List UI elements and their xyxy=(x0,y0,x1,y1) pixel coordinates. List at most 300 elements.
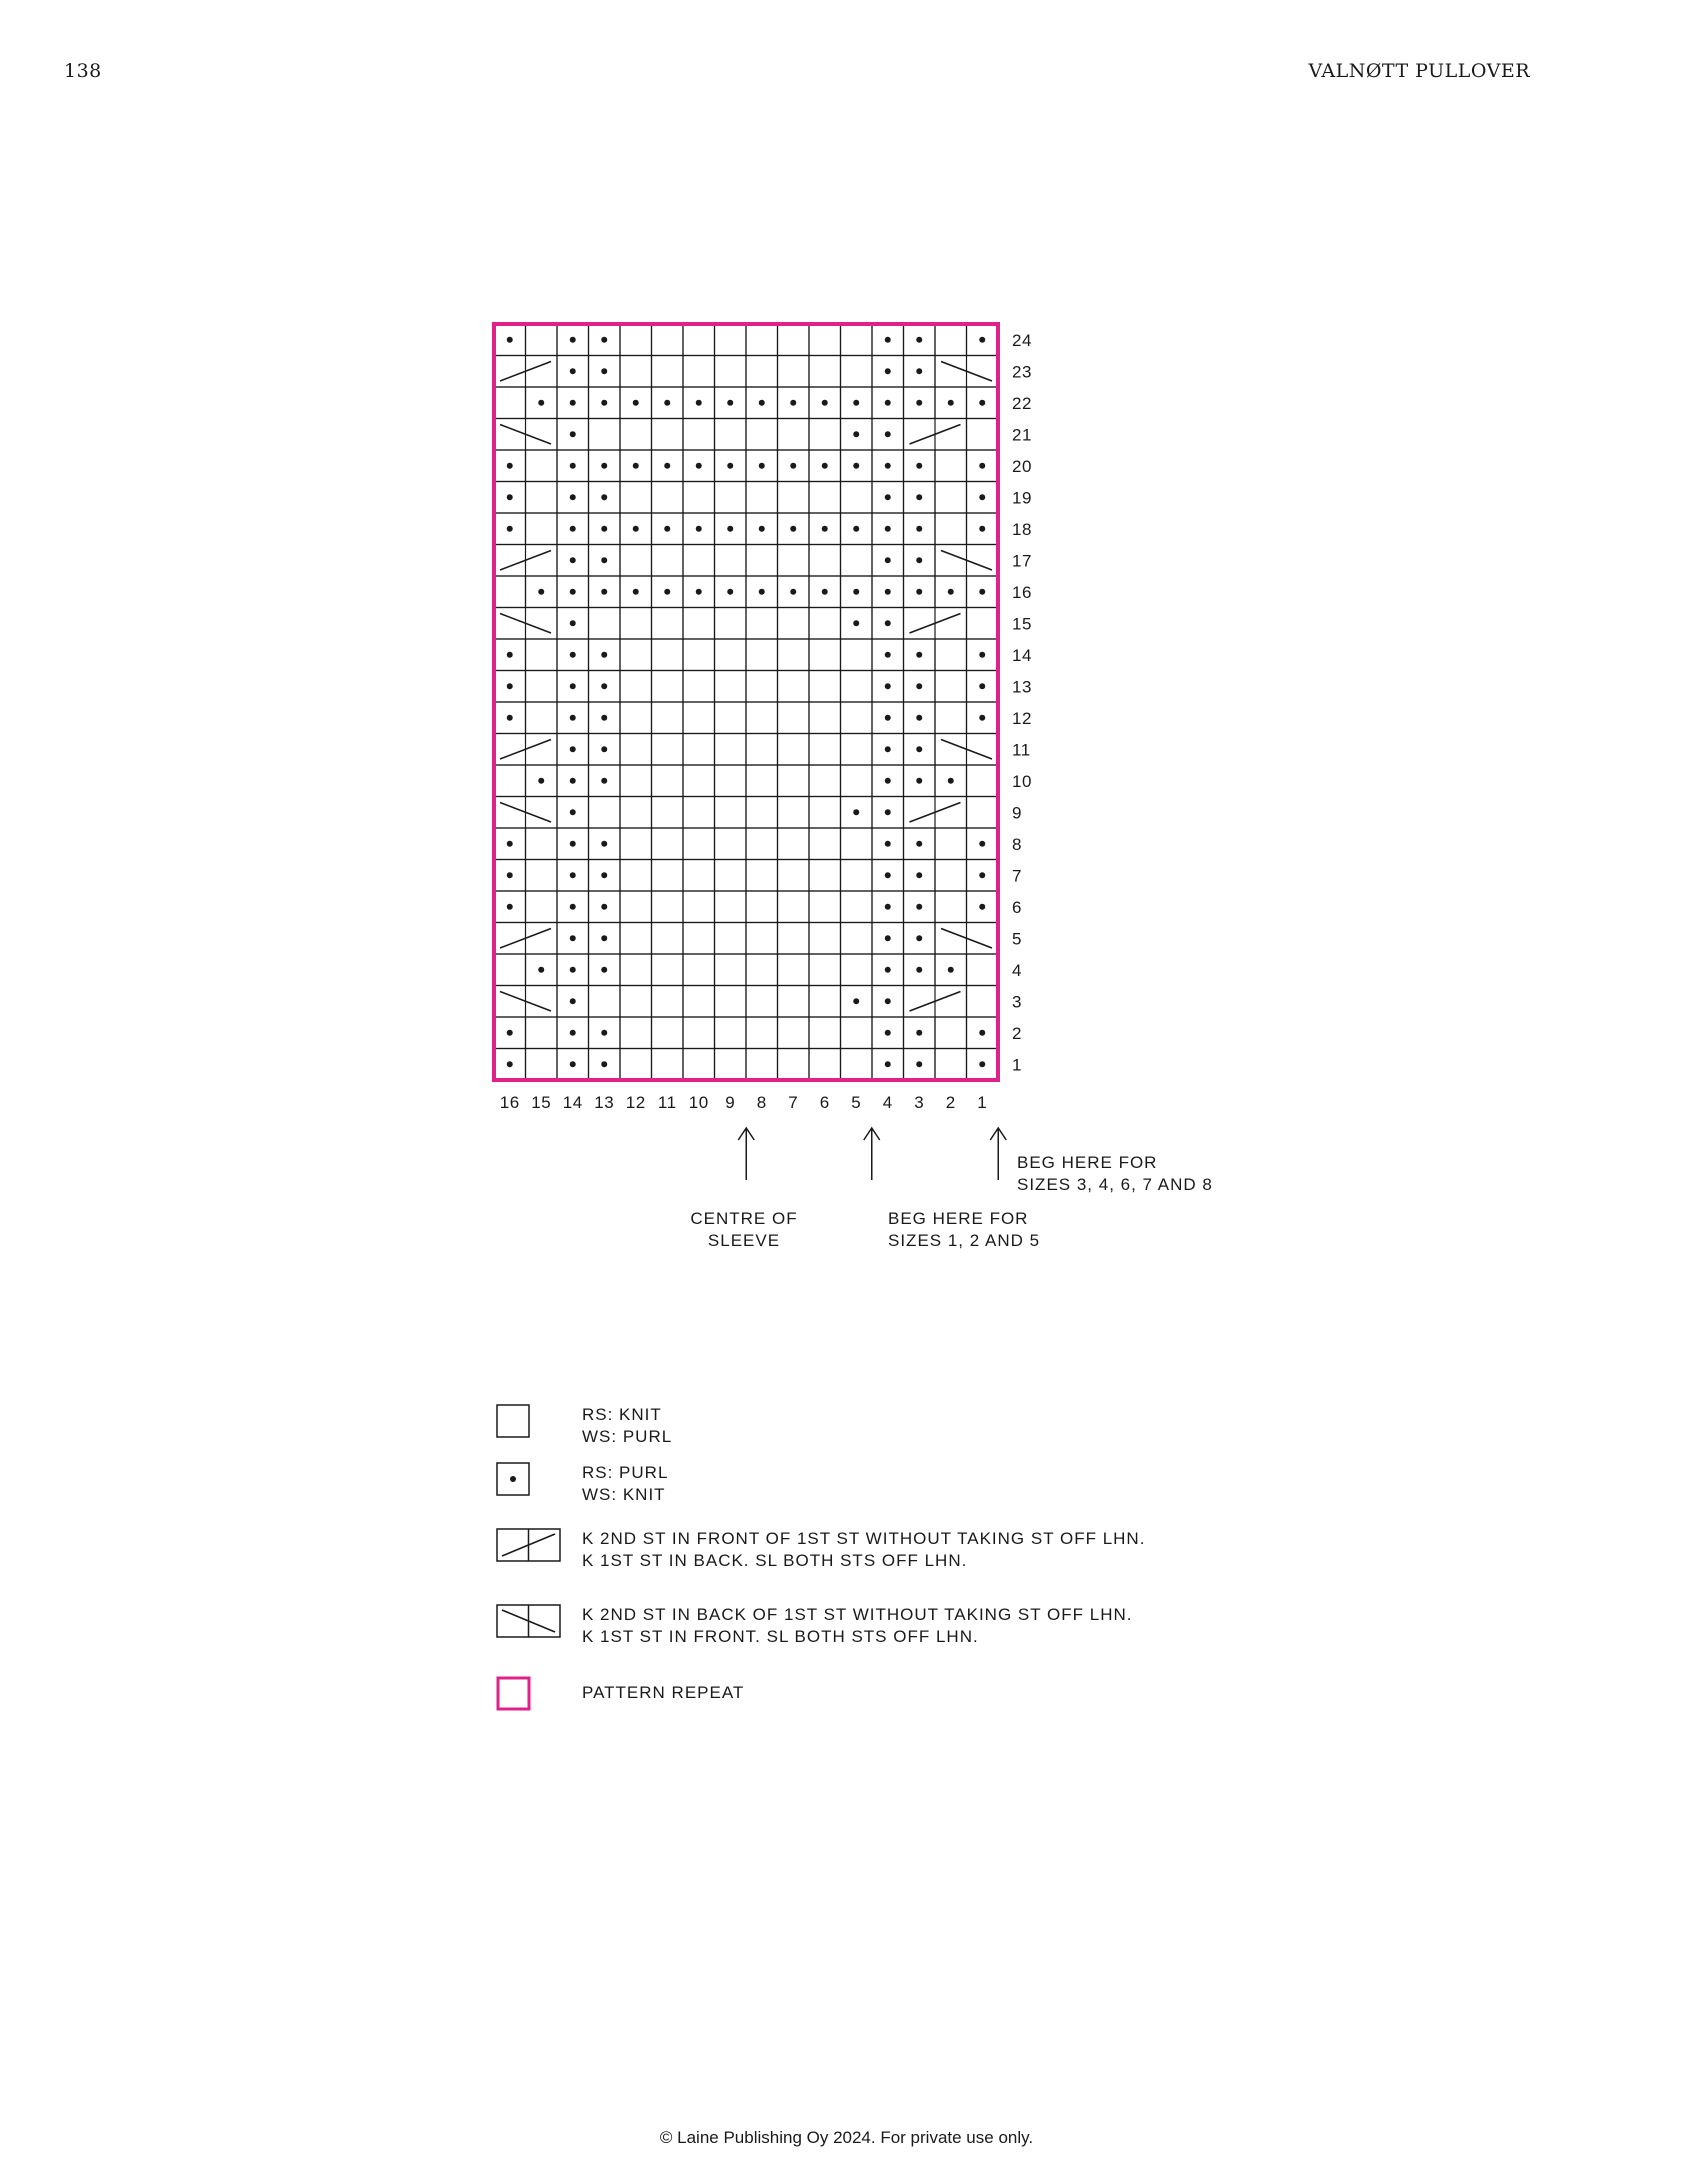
chart-cell-purl xyxy=(715,513,747,545)
chart-cell-purl xyxy=(557,860,589,892)
legend-knit-line-2: WS: PURL xyxy=(582,1427,673,1446)
purl-symbol-icon xyxy=(496,1462,532,1498)
chart-cell-knit xyxy=(841,482,873,514)
chart-cell-purl xyxy=(872,387,904,419)
chart-cell-purl xyxy=(557,734,589,766)
row-label: 11 xyxy=(1012,740,1031,760)
chart-cell-purl xyxy=(589,671,621,703)
chart-cell-purl xyxy=(589,450,621,482)
chart-cell-knit xyxy=(652,608,684,640)
chart-cell-knit xyxy=(620,923,652,955)
chart-cell-knit xyxy=(683,324,715,356)
chart-cell-purl xyxy=(841,513,873,545)
chart-cell-knit xyxy=(715,1049,747,1081)
chart-cell-purl xyxy=(589,387,621,419)
chart-cell-knit xyxy=(746,891,778,923)
row-labels xyxy=(1012,331,1032,1075)
row-label: 1 xyxy=(1012,1055,1022,1075)
chart-cell-knit xyxy=(652,734,684,766)
chart-cell-purl xyxy=(967,702,999,734)
chart-cell-knit xyxy=(935,639,967,671)
row-label: 2 xyxy=(1012,1023,1022,1043)
chart-cell-knit xyxy=(683,891,715,923)
chart-cell-cross xyxy=(935,356,998,388)
chart-cell-purl xyxy=(715,387,747,419)
legend-purl-line-1: RS: PURL xyxy=(582,1463,669,1482)
chart-cell-knit xyxy=(715,545,747,577)
chart-cell-knit xyxy=(683,1017,715,1049)
chart-cell-knit xyxy=(746,702,778,734)
chart-cell-purl xyxy=(557,954,589,986)
chart-cell-knit xyxy=(778,639,810,671)
chart-cell-knit xyxy=(526,324,558,356)
chart-cell-knit xyxy=(620,954,652,986)
chart-cell-purl xyxy=(557,1017,589,1049)
chart-cell-knit xyxy=(746,828,778,860)
chart-cell-purl xyxy=(809,513,841,545)
row-label: 12 xyxy=(1012,708,1032,728)
chart-cell-knit xyxy=(935,1049,967,1081)
chart-cell-purl xyxy=(872,797,904,829)
chart-cell-knit xyxy=(841,702,873,734)
chart-cell-knit xyxy=(652,797,684,829)
beg-large-line-1: BEG HERE FOR xyxy=(1017,1153,1158,1172)
chart-cell-purl xyxy=(683,387,715,419)
chart-cell-knit xyxy=(683,860,715,892)
chart-cell-purl xyxy=(557,356,589,388)
chart-cell-purl xyxy=(557,608,589,640)
chart-cell-purl xyxy=(872,450,904,482)
page-number: 138 xyxy=(64,60,102,82)
chart-cell-knit xyxy=(494,765,526,797)
chart-cell-purl xyxy=(746,387,778,419)
chart-cell-cross xyxy=(904,419,967,451)
chart-cell-purl xyxy=(967,828,999,860)
chart-cell-knit xyxy=(935,450,967,482)
chart-cell-purl xyxy=(904,860,936,892)
chart-cell-purl xyxy=(494,1017,526,1049)
beg-small-line-2: SIZES 1, 2 AND 5 xyxy=(888,1231,1041,1250)
chart-cell-knit xyxy=(778,828,810,860)
row-label: 6 xyxy=(1012,897,1022,917)
column-label: 11 xyxy=(657,1093,677,1112)
column-label: 10 xyxy=(688,1093,709,1112)
beg-sizes-3-4-6-7-8-note xyxy=(1017,1152,1213,1196)
chart-cell-purl xyxy=(841,576,873,608)
chart-cell-cross xyxy=(494,356,557,388)
beg-large-line-2: SIZES 3, 4, 6, 7 AND 8 xyxy=(1017,1175,1213,1194)
chart-cell-purl xyxy=(557,671,589,703)
chart-cell-knit xyxy=(935,482,967,514)
chart-cell-knit xyxy=(841,1049,873,1081)
chart-cell-knit xyxy=(746,734,778,766)
chart-cell-purl xyxy=(715,576,747,608)
chart-cell-knit xyxy=(652,1049,684,1081)
row-label: 9 xyxy=(1012,803,1022,823)
chart-cell-knit xyxy=(526,450,558,482)
chart-cell-knit xyxy=(715,891,747,923)
chart-cell-knit xyxy=(683,419,715,451)
column-label: 2 xyxy=(945,1093,956,1112)
chart-cell-purl xyxy=(904,734,936,766)
chart-cell-purl xyxy=(841,608,873,640)
column-label: 15 xyxy=(531,1093,552,1112)
chart-cell-knit xyxy=(715,482,747,514)
chart-cell-purl xyxy=(967,891,999,923)
chart-cell-purl xyxy=(841,797,873,829)
knitting-chart xyxy=(490,320,1250,1180)
chart-cell-knit xyxy=(746,324,778,356)
centre-of-sleeve-note xyxy=(644,1208,844,1252)
chart-cell-knit xyxy=(652,702,684,734)
chart-cell-knit xyxy=(809,356,841,388)
chart-cell-purl xyxy=(809,576,841,608)
chart-cell-knit xyxy=(778,482,810,514)
chart-cell-purl xyxy=(589,891,621,923)
chart-cell-knit xyxy=(652,828,684,860)
column-label: 1 xyxy=(977,1093,988,1112)
chart-cell-knit xyxy=(746,419,778,451)
chart-cell-knit xyxy=(778,765,810,797)
chart-cell-knit xyxy=(746,860,778,892)
chart-cell-purl xyxy=(526,387,558,419)
column-label: 5 xyxy=(851,1093,862,1112)
chart-cell-knit xyxy=(809,797,841,829)
chart-cell-purl xyxy=(872,545,904,577)
chart-cell-cross xyxy=(494,734,557,766)
chart-cell-purl xyxy=(526,576,558,608)
chart-cell-knit xyxy=(494,576,526,608)
chart-cell-knit xyxy=(652,954,684,986)
chart-cell-knit xyxy=(935,1017,967,1049)
row-label: 20 xyxy=(1012,456,1032,476)
chart-cell-purl xyxy=(589,1049,621,1081)
chart-cell-purl xyxy=(557,828,589,860)
chart-cell-cross xyxy=(904,608,967,640)
chart-cell-knit xyxy=(620,734,652,766)
chart-cell-purl xyxy=(904,954,936,986)
chart-cell-knit xyxy=(841,324,873,356)
chart-cell-knit xyxy=(841,1017,873,1049)
chart-cell-purl xyxy=(904,513,936,545)
chart-cell-knit xyxy=(746,545,778,577)
chart-cell-knit xyxy=(652,545,684,577)
footer-copyright: © Laine Publishing Oy 2024. For private use only. xyxy=(659,2128,1034,2147)
chart-cell-knit xyxy=(589,419,621,451)
chart-cell-cross xyxy=(935,923,998,955)
chart-cell-knit xyxy=(715,1017,747,1049)
chart-cell-knit xyxy=(526,1049,558,1081)
chart-cell-knit xyxy=(809,1049,841,1081)
chart-cell-purl xyxy=(872,324,904,356)
chart-cell-knit xyxy=(778,419,810,451)
legend-right-cross-line-2: K 1ST ST IN BACK. SL BOTH STS OFF LHN. xyxy=(582,1551,968,1570)
row-label: 7 xyxy=(1012,866,1022,886)
chart-cell-knit xyxy=(778,356,810,388)
column-label: 12 xyxy=(625,1093,646,1112)
chart-cell-knit xyxy=(778,860,810,892)
chart-cell-knit xyxy=(809,986,841,1018)
chart-cell-knit xyxy=(526,513,558,545)
chart-cell-knit xyxy=(652,419,684,451)
chart-cell-purl xyxy=(904,324,936,356)
chart-cell-knit xyxy=(715,671,747,703)
chart-cell-purl xyxy=(904,1017,936,1049)
chart-cell-knit xyxy=(620,702,652,734)
chart-cell-knit xyxy=(841,891,873,923)
chart-cell-purl xyxy=(557,450,589,482)
chart-cell-knit xyxy=(746,923,778,955)
chart-cell-purl xyxy=(904,639,936,671)
chart-cell-knit xyxy=(620,639,652,671)
chart-cell-knit xyxy=(841,954,873,986)
chart-cell-knit xyxy=(778,1017,810,1049)
chart-cell-knit xyxy=(683,765,715,797)
chart-cell-purl xyxy=(557,576,589,608)
row-label: 8 xyxy=(1012,834,1022,854)
chart-cell-knit xyxy=(841,860,873,892)
chart-cell-cross xyxy=(904,986,967,1018)
chart-cell-purl xyxy=(589,513,621,545)
chart-cell-cross xyxy=(904,797,967,829)
chart-cell-purl xyxy=(589,860,621,892)
chart-cell-knit xyxy=(746,1017,778,1049)
chart-cell-knit xyxy=(715,734,747,766)
chart-cell-knit xyxy=(778,923,810,955)
chart-cell-knit xyxy=(494,954,526,986)
chart-cell-knit xyxy=(809,324,841,356)
chart-cell-purl xyxy=(715,450,747,482)
chart-cell-knit xyxy=(652,923,684,955)
chart-cell-purl xyxy=(494,324,526,356)
chart-cell-purl xyxy=(967,1049,999,1081)
chart-cell-cross xyxy=(494,419,557,451)
chart-cell-knit xyxy=(746,671,778,703)
chart-cell-knit xyxy=(809,545,841,577)
chart-cell-knit xyxy=(809,860,841,892)
chart-cell-purl xyxy=(557,324,589,356)
row-label: 3 xyxy=(1012,992,1022,1012)
chart-cell-purl xyxy=(872,482,904,514)
chart-cell-purl xyxy=(778,450,810,482)
chart-cell-knit xyxy=(620,986,652,1018)
chart-cell-knit xyxy=(715,324,747,356)
chart-cell-purl xyxy=(494,1049,526,1081)
chart-cell-purl xyxy=(589,702,621,734)
chart-cell-knit xyxy=(841,765,873,797)
chart-cell-purl xyxy=(746,450,778,482)
chart-cell-knit xyxy=(620,324,652,356)
row-label: 24 xyxy=(1012,330,1032,350)
chart-cell-knit xyxy=(652,482,684,514)
chart-cell-purl xyxy=(589,1017,621,1049)
chart-cell-knit xyxy=(652,860,684,892)
chart-cell-knit xyxy=(778,891,810,923)
chart-cell-knit xyxy=(935,860,967,892)
chart-cell-purl xyxy=(872,671,904,703)
chart-cell-purl xyxy=(589,828,621,860)
chart-cell-purl xyxy=(904,765,936,797)
chart-cell-purl xyxy=(494,450,526,482)
chart-cell-purl xyxy=(557,545,589,577)
chart-cell-knit xyxy=(746,608,778,640)
chart-cell-knit xyxy=(526,1017,558,1049)
chart-cell-purl xyxy=(967,671,999,703)
chart-cell-cross xyxy=(494,608,557,640)
row-label: 5 xyxy=(1012,929,1022,949)
chart-cell-purl xyxy=(683,513,715,545)
row-label: 17 xyxy=(1012,551,1032,571)
chart-cell-knit xyxy=(620,1049,652,1081)
chart-cell-purl xyxy=(589,482,621,514)
chart-cell-knit xyxy=(620,1017,652,1049)
chart-cell-knit xyxy=(967,954,999,986)
chart-cell-purl xyxy=(872,923,904,955)
chart-cell-knit xyxy=(746,954,778,986)
chart-cell-knit xyxy=(620,860,652,892)
chart-cell-purl xyxy=(904,450,936,482)
pattern-repeat-symbol-icon xyxy=(496,1676,532,1712)
chart-cell-purl xyxy=(967,450,999,482)
chart-cell-purl xyxy=(967,324,999,356)
legend-repeat-line-1: PATTERN REPEAT xyxy=(582,1683,745,1702)
chart-cell-purl xyxy=(652,576,684,608)
column-label: 9 xyxy=(725,1093,736,1112)
chart-cell-knit xyxy=(683,356,715,388)
chart-cell-purl xyxy=(967,639,999,671)
chart-cell-knit xyxy=(620,797,652,829)
chart-cell-knit xyxy=(652,986,684,1018)
chart-cell-purl xyxy=(904,923,936,955)
chart-cell-knit xyxy=(715,860,747,892)
chart-cell-knit xyxy=(526,482,558,514)
chart-cell-knit xyxy=(746,356,778,388)
chart-cell-knit xyxy=(620,891,652,923)
column-label: 13 xyxy=(594,1093,615,1112)
chart-cell-knit xyxy=(809,891,841,923)
chart-cell-knit xyxy=(589,797,621,829)
chart-cell-purl xyxy=(778,387,810,419)
knit-symbol-icon xyxy=(496,1404,532,1440)
chart-cell-knit xyxy=(620,419,652,451)
chart-cell-purl xyxy=(589,545,621,577)
chart-cell-purl xyxy=(872,891,904,923)
chart-cell-cross xyxy=(935,545,998,577)
chart-cell-purl xyxy=(557,986,589,1018)
chart-cell-knit xyxy=(841,356,873,388)
chart-cell-purl xyxy=(967,1017,999,1049)
legend-left-cross-line-1: K 2ND ST IN BACK OF 1ST ST WITHOUT TAKING ST OFF LHN. xyxy=(582,1605,1133,1624)
chart-cell-knit xyxy=(715,419,747,451)
chart-cell-knit xyxy=(841,671,873,703)
row-label: 13 xyxy=(1012,677,1032,697)
chart-cell-knit xyxy=(620,482,652,514)
chart-cell-purl xyxy=(589,576,621,608)
chart-cell-knit xyxy=(809,1017,841,1049)
chart-cell-knit xyxy=(715,923,747,955)
chart-cell-knit xyxy=(809,954,841,986)
chart-cell-purl xyxy=(872,986,904,1018)
chart-cell-purl xyxy=(872,608,904,640)
chart-cell-purl xyxy=(589,734,621,766)
chart-cell-purl xyxy=(935,954,967,986)
legend-right-cross-line-1: K 2ND ST IN FRONT OF 1ST ST WITHOUT TAKING ST OFF LHN. xyxy=(582,1529,1146,1548)
chart-cell-knit xyxy=(841,545,873,577)
chart-cell-knit xyxy=(620,356,652,388)
chart-cell-cross xyxy=(935,734,998,766)
chart-cell-purl xyxy=(778,513,810,545)
chart-cell-knit xyxy=(809,671,841,703)
centre-note-line-2: SLEEVE xyxy=(707,1231,781,1250)
chart-cell-purl xyxy=(652,387,684,419)
chart-cell-knit xyxy=(967,608,999,640)
chart-cell-knit xyxy=(715,608,747,640)
annotation-arrows xyxy=(738,1128,1006,1180)
chart-cell-knit xyxy=(809,419,841,451)
chart-cell-knit xyxy=(526,860,558,892)
chart-cell-knit xyxy=(683,608,715,640)
arrow-beg-sizes-3-4-6-7-8 xyxy=(990,1128,1006,1180)
chart-cell-purl xyxy=(494,482,526,514)
column-label: 16 xyxy=(499,1093,520,1112)
chart-cell-knit xyxy=(746,797,778,829)
row-label: 15 xyxy=(1012,614,1032,634)
chart-cell-purl xyxy=(872,513,904,545)
chart-cell-purl xyxy=(589,639,621,671)
chart-cell-purl xyxy=(620,387,652,419)
row-label: 16 xyxy=(1012,582,1032,602)
chart-cell-purl xyxy=(557,891,589,923)
chart-cell-knit xyxy=(715,765,747,797)
chart-cell-purl xyxy=(557,702,589,734)
row-label: 21 xyxy=(1012,425,1032,445)
chart-cell-knit xyxy=(778,671,810,703)
chart-cell-knit xyxy=(778,1049,810,1081)
chart-cell-knit xyxy=(683,828,715,860)
column-label: 8 xyxy=(756,1093,767,1112)
chart-cell-knit xyxy=(935,828,967,860)
chart-cell-knit xyxy=(935,324,967,356)
chart-cell-knit xyxy=(652,891,684,923)
chart-cell-knit xyxy=(778,797,810,829)
column-label: 14 xyxy=(562,1093,583,1112)
chart-cell-purl xyxy=(904,828,936,860)
column-label: 6 xyxy=(819,1093,830,1112)
chart-cell-knit xyxy=(967,765,999,797)
chart-cell-purl xyxy=(494,891,526,923)
chart-cell-purl xyxy=(494,828,526,860)
chart-cell-purl xyxy=(557,482,589,514)
chart-cell-purl xyxy=(809,387,841,419)
chart-cell-purl xyxy=(841,387,873,419)
chart-cell-purl xyxy=(620,450,652,482)
chart-cell-purl xyxy=(683,450,715,482)
chart-cell-knit xyxy=(809,482,841,514)
chart-cell-knit xyxy=(778,734,810,766)
chart-cell-knit xyxy=(809,734,841,766)
chart-cell-knit xyxy=(809,765,841,797)
chart-cell-knit xyxy=(809,702,841,734)
chart-cell-purl xyxy=(904,545,936,577)
row-label: 22 xyxy=(1012,393,1032,413)
legend-left-cross-line-2: K 1ST ST IN FRONT. SL BOTH STS OFF LHN. xyxy=(582,1627,979,1646)
chart-cell-purl xyxy=(620,513,652,545)
chart-cell-knit xyxy=(715,986,747,1018)
chart-cell-purl xyxy=(872,1017,904,1049)
chart-cell-purl xyxy=(904,702,936,734)
chart-cell-purl xyxy=(589,356,621,388)
chart-cell-purl xyxy=(872,702,904,734)
